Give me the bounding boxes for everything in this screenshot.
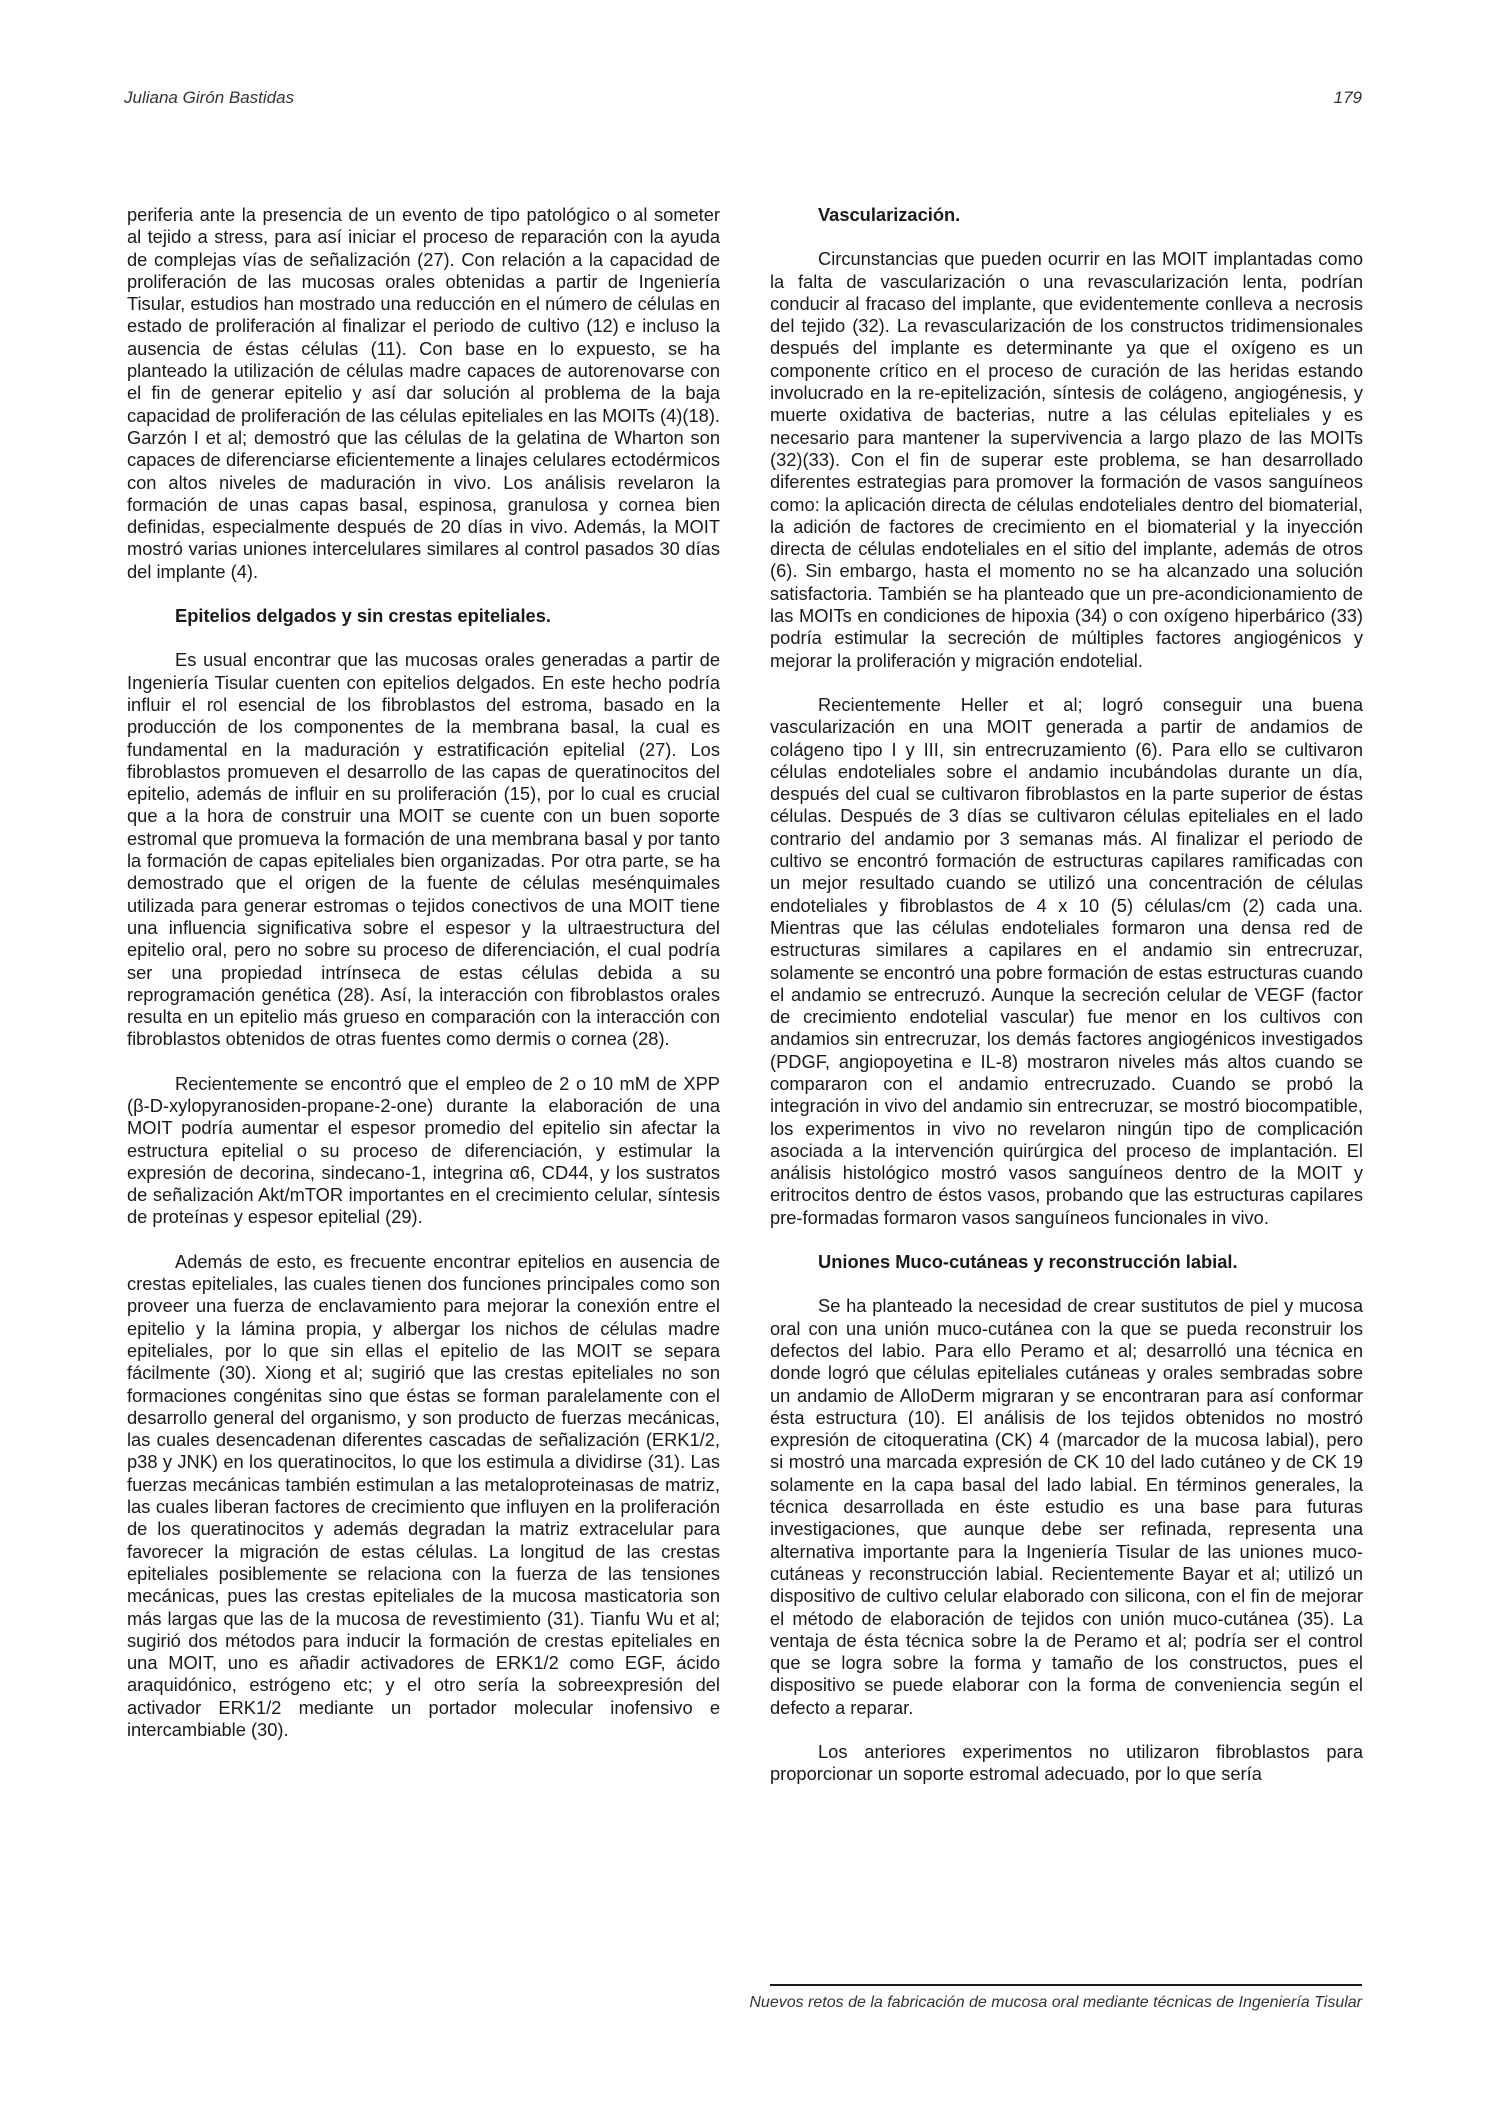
paragraph: Recientemente Heller et al; logró conseguir una buena vascularización en una MOIT generada a partir de andamios de colágeno tipo I y III, sin entrecruzamiento (6). Para ello se cultivaron células endoteliales sobre el andamio incubándolas durante un día, después del cual se cultivaron fibroblastos en la parte superior de éstas células. Después de 3 días se cultivaron células epiteliales en el lado contrario del andamio por 3 semanas más. Al finalizar el periodo de cultivo se encontró formación de estructuras capilares ramificadas con un mejor resultado cuando se utilizó una concentración de células endoteliales y fibroblastos de 4 x 10 (5) células/cm (2) cada una. Mientras que las células endoteliales formaron una densa red de estructuras similares a capilares en el andamio sin entrecruzar, solamente se encontró una pobre formación de estas estructuras cuando el andamio se entrecruzó. Aunque la secreción celular de VEGF (factor de crecimiento endotelial vascular) fue menor en los cultivos con andamios sin entrecruzar, los demás factores angiogénicos investigados (PDGF, angiopoyetina e IL-8) mostraron niveles más altos cuando se compararon con el andamio entrecruzado. Cuando se probó la integración in vivo del andamio sin entrecruzar, se mostró biocompatible, los experimentos in vivo no revelaron ningún tipo de complicación asociada a la intervención quirúrgica del proceso de implantación. El análisis histológico mostró vasos sanguíneos dentro de la MOIT y eritrocitos dentro de éstos vasos, probando que las estructuras capilares pre-formadas formaron vasos sanguíneos funcionales in vivo. [770, 693, 1363, 1228]
left-column [127, 204, 720, 1763]
paragraph: Recientemente se encontró que el empleo de 2 o 10 mM de XPP (β-D-xylopyranosiden-propane-2-one) durante la elaboración de una MOIT podría aumentar el espesor promedio del epitelio sin afectar la estructura epitelial o su proceso de diferenciación, y estimular la expresión de decorina, sindecano-1, integrina α6, CD44, y los sustratos de señalización Akt/mTOR importantes en el crecimiento celular, síntesis de proteínas y espesor epitelial (29). [127, 1072, 720, 1228]
section-heading-vascularization: Vascularización. [818, 204, 961, 225]
header-author: Juliana Girón Bastidas [124, 88, 295, 107]
paragraph: Además de esto, es frecuente encontrar epitelios en ausencia de crestas epiteliales, las cuales tienen dos funciones principales como son proveer una fuerza de enclavamiento para mejorar la conexión entre el epitelio y la lámina propia, y albergar los nichos de células madre epiteliales, por lo que sin ellas el epitelio de las MOIT se separa fácilmente (30). Xiong et al; sugirió que las crestas epiteliales no son formaciones congénitas sino que éstas se forman paralelamente con el desarrollo general del organismo, y son producto de fuerzas mecánicas, las cuales desencadenan diferentes cascadas de señalización (ERK1/2, p38 y JNK) en los queratinocitos, lo que los estimula a dividirse (31). Las fuerzas mecánicas también estimulan a las metaloproteinasas de matriz, las cuales liberan factores de crecimiento que influyen en la proliferación de los queratinocitos y además degradan la matriz extracelular para favorecer la migración de estas células. La longitud de las crestas epiteliales posiblemente se relaciona con la fuerza de las tensiones mecánicas, pues las crestas epiteliales de la mucosa masticatoria son más largas que las de la mucosa de revestimiento (31). Tianfu Wu et al; sugirió dos métodos para inducir la formación de crestas epiteliales en una MOIT, uno es añadir activadores de ERK1/2 como EGF, ácido araquidónico, estrógeno etc; y el otro sería la sobreexpresión del activador ERK1/2 mediante un portador molecular inofensivo e intercambiable (30). [127, 1250, 720, 1740]
paragraph: periferia ante la presencia de un evento de tipo patológico o al someter al tejido a stress, para así iniciar el proceso de reparación con la ayuda de complejas vías de señalización (27). Con relación a la capacidad de proliferación de las mucosas orales obtenidas a partir de Ingeniería Tisular, estudios han mostrado una reducción en el número de células en estado de proliferación al finalizar el periodo de cultivo (12) e incluso la ausencia de éstas células (11). Con base en lo expuesto, se ha planteado la utilización de células madre capaces de autorenovarse con el fin de generar epitelio y así dar solución al problema de la baja capacidad de proliferación de las células epiteliales en las MOITs (4)(18). Garzón I et al; demostró que las células de la gelatina de Wharton son capaces de diferenciarse eficientemente a linajes celulares ectodérmicos con altos niveles de maduración in vivo. Los análisis revelaron la formación de unas capas basal, espinosa, granulosa y cornea bien definidas, especialmente después de 20 días in vivo. Además, la MOIT mostró varias uniones intercelulares similares al control pasados 30 días del implante (4). [127, 204, 720, 582]
paragraph: Se ha planteado la necesidad de crear sustitutos de piel y mucosa oral con una unión muco-cutánea con la que se pueda reconstruir los defectos del labio. Para ello Peramo et al; desarrolló una técnica en donde logró que células epiteliales cutáneas y orales sembradas sobre un andamio de AlloDerm migraran y se encontraran para así conformar ésta estructura (10). El análisis de los tejidos obtenidos no mostró expresión de citoqueratina (CK) 4 (marcador de la mucosa labial), pero si mostró una marcada expresión de CK 10 del lado cutáneo y de CK 19 solamente en la capa basal del lado labial. En términos generales, la técnica desarrollada en éste estudio es una base para futuras investigaciones, que aunque debe ser refinada, representa una alternativa importante para la Ingeniería Tisular de las uniones muco-cutáneas y reconstrucción labial. Recientemente Bayar et al; utilizó un dispositivo de cultivo celular elaborado con silicona, con el fin de mejorar el método de elaboración de tejidos con unión muco-cutánea (35). La ventaja de ésta técnica sobre la de Peramo et al; podría ser el control que se logra sobre la forma y tamaño de los constructos, pues el dispositivo se puede elaborar con la forma de conveniencia según el defecto a reparar. [770, 1295, 1363, 1718]
page-header [124, 88, 1362, 112]
running-title: Nuevos retos de la fabricación de mucosa oral mediante técnicas de Ingeniería Tisular [749, 1994, 1362, 2011]
paragraph: Los anteriores experimentos no utilizaron fibroblastos para proporcionar un soporte estromal adecuado, por lo que sería [770, 1741, 1363, 1785]
paragraph: Es usual encontrar que las mucosas orales generadas a partir de Ingeniería Tisular cuenten con epitelios delgados. En este hecho podría influir el rol esencial de los fibroblastos del estroma, basado en la producción de los componentes de la membrana basal, la cual es fundamental en la maduración y estratificación epitelial (27). Los fibroblastos promueven el desarrollo de las capas de queratinocitos del epitelio, además de influir en su proliferación (15), por lo cual es crucial que a la hora de construir una MOIT se cuente con un buen soporte estromal que promueva la formación de una membrana basal y por tanto la formación de capas epiteliales bien organizadas. Por otra parte, se ha demostrado que el origen de la fuente de células mesénquimales utilizada para generar estromas o tejidos conectivos de una MOIT tiene una influencia significativa sobre el espesor y la ultraestructura del epitelio oral, pero no sobre su proceso de diferenciación, el cual podría ser una propiedad intrínseca de estas células debida a su reprogramación genética (28). Así, la interacción con fibroblastos orales resulta en un epitelio más grueso en comparación con la interacción con fibroblastos obtenidos de otras fuentes como dermis o cornea (28). [127, 649, 720, 1050]
section-heading-mucocutaneous: Uniones Muco-cutáneas y reconstrucción labial. [818, 1251, 1238, 1273]
section-heading-thin-epithelia: Epitelios delgados y sin crestas epiteliales. [175, 605, 551, 627]
page-number: 179 [1333, 88, 1362, 107]
footer-divider [770, 1984, 1362, 1986]
paragraph: Circunstancias que pueden ocurrir en las MOIT implantadas como la falta de vascularización o una revascularización lenta, podrían conducir al fracaso del implante, que evidentemente conlleva a necrosis del tejido (32). La revascularización de los constructos tridimensionales después del implante es determinante ya que el oxígeno es un componente crítico en el proceso de curación de las heridas estando involucrado en la re-epitelización, síntesis de colágeno, angiogénesis, y muerte oxidativa de bacterias, nutre a las células epiteliales y es necesario para mantener la supervivencia a largo plazo de las MOITs (32)(33). Con el fin de superar este problema, se han desarrollado diferentes estrategias para promover la formación de vasos sanguíneos como: la aplicación directa de células endoteliales dentro del biomaterial, la adición de factores de crecimiento en el biomaterial y la inyección directa de células endoteliales en el sitio del implante, además de otros (6). Sin embargo, hasta el momento no se ha alcanzado una solución satisfactoria. También se ha planteado que un pre-acondicionamiento de las MOITs en condiciones de hipoxia (34) o con oxígeno hiperbárico (33) podría estimular la secreción de múltiples factores angiogénicos y mejorar la proliferación y migración endotelial. [770, 248, 1363, 671]
right-column [770, 204, 1363, 1808]
